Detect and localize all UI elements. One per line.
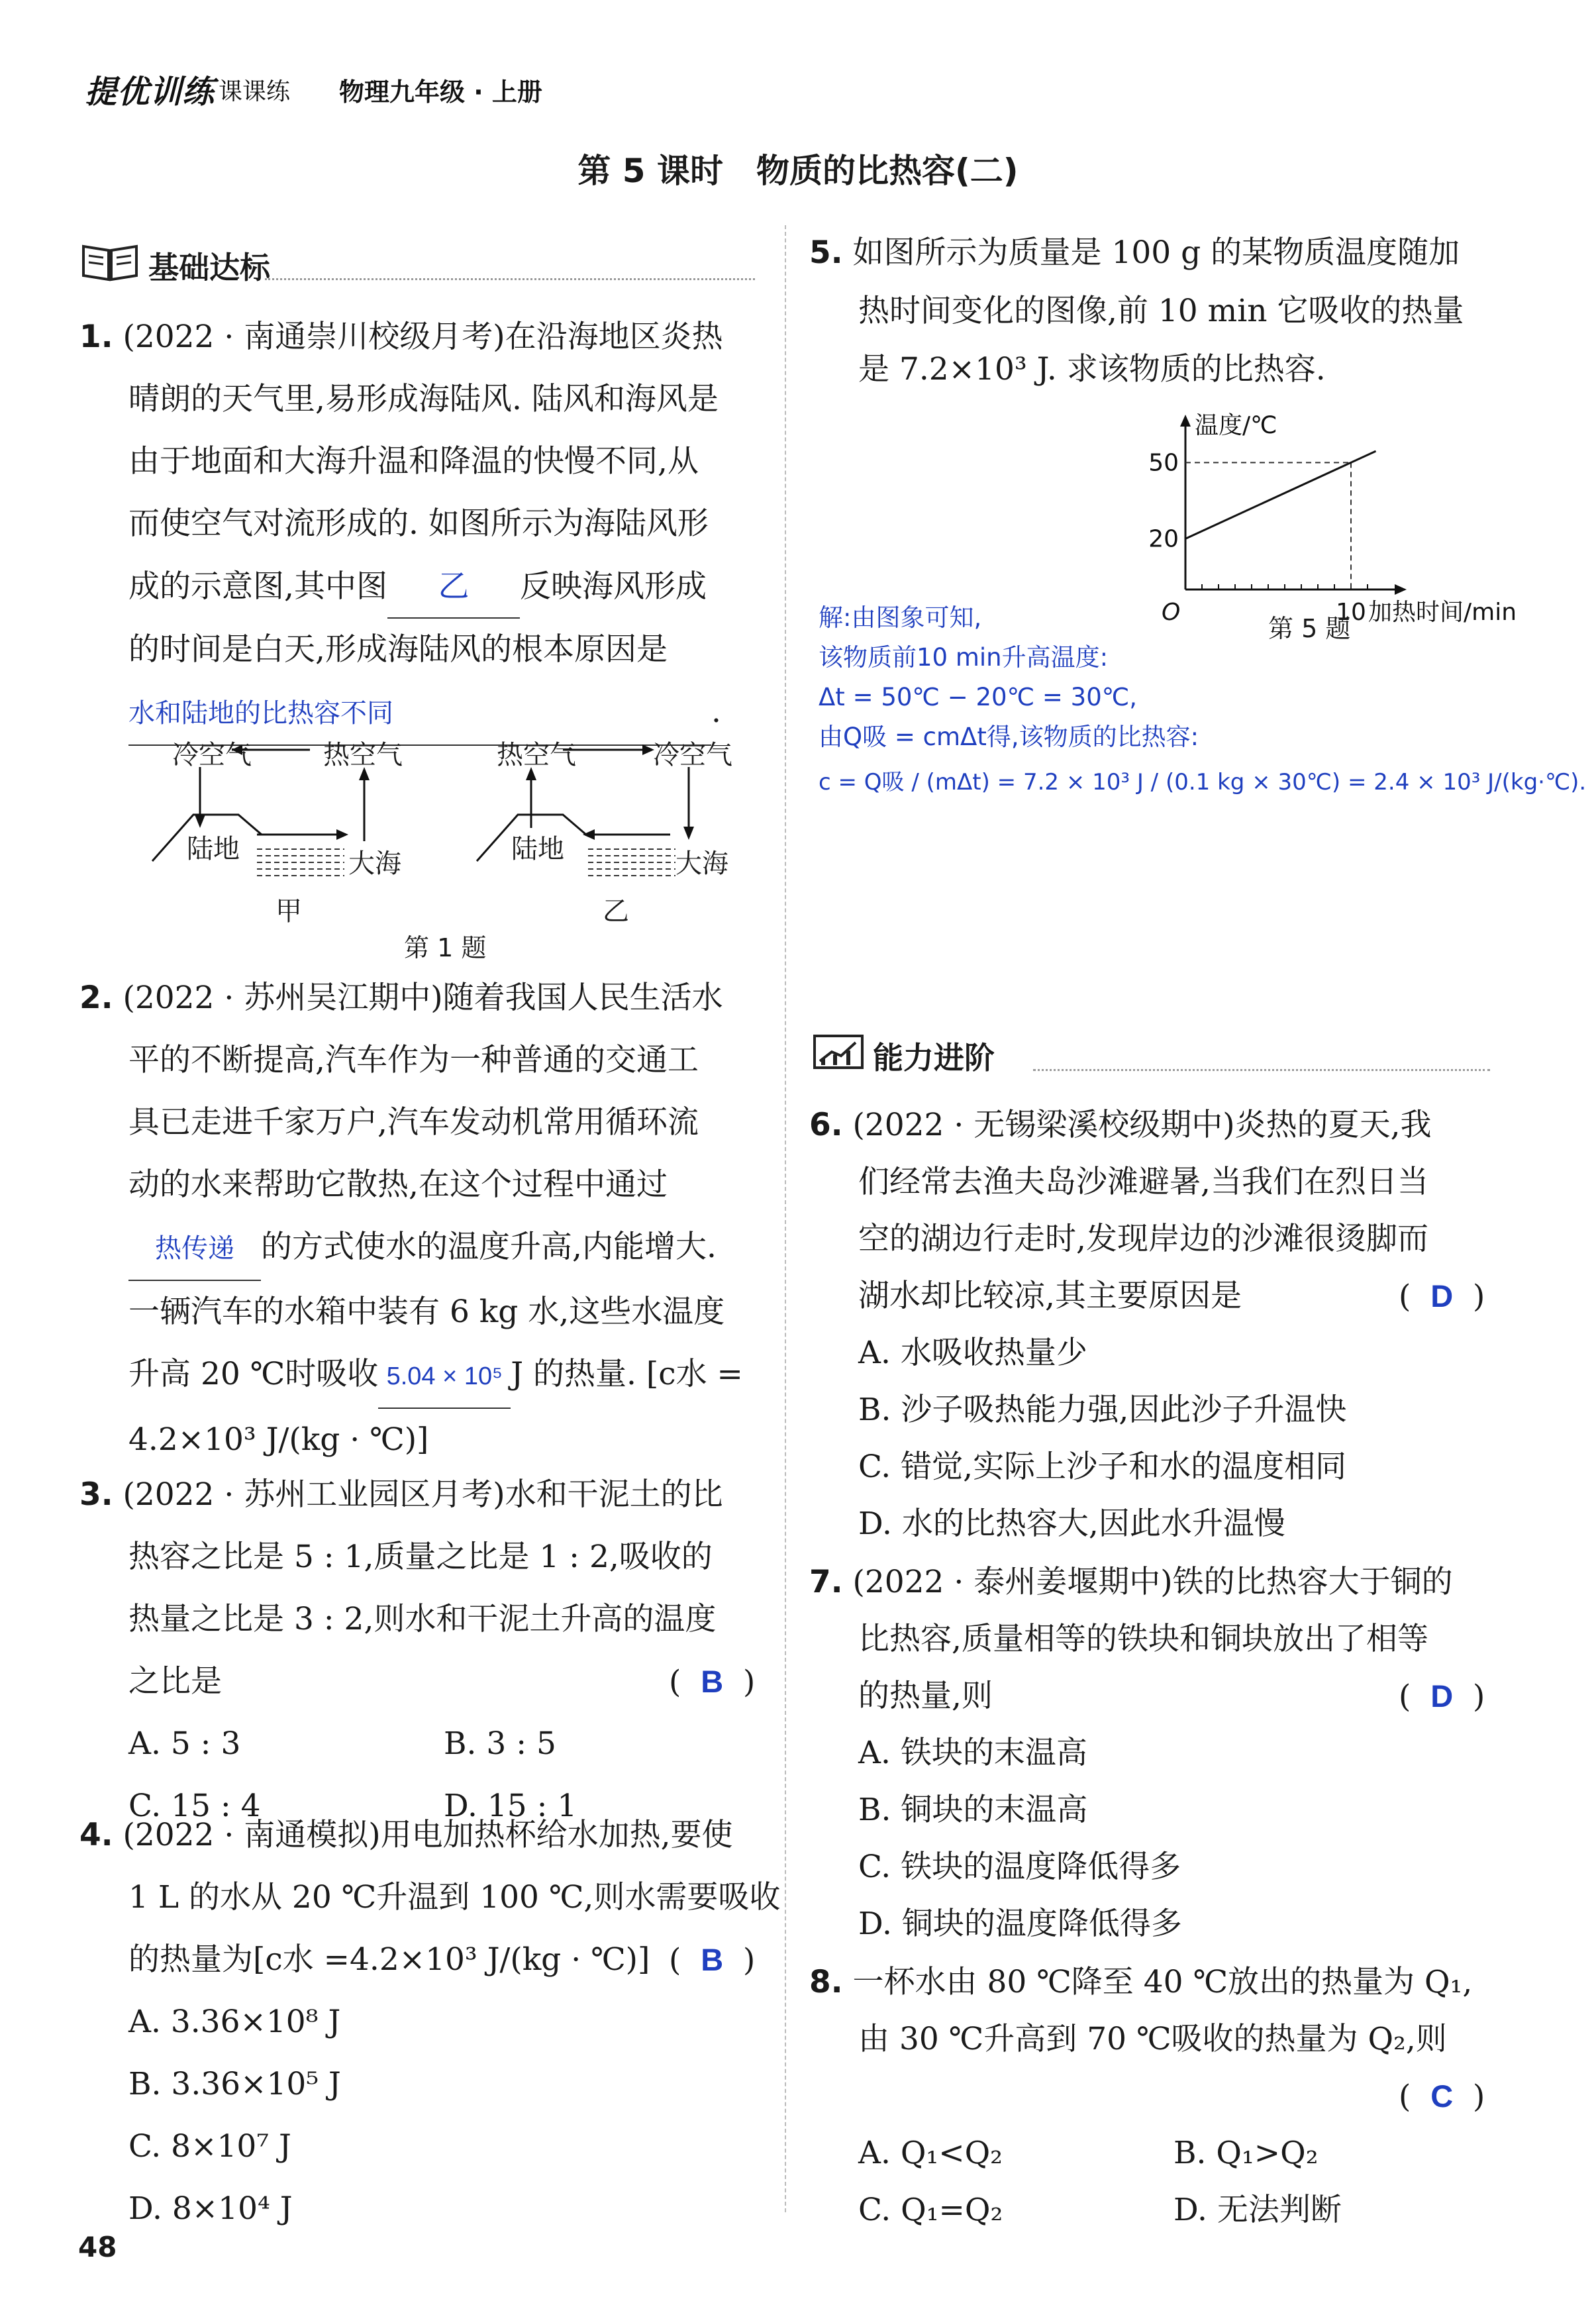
book-title: 物理九年级 · 上册	[339, 77, 542, 107]
label-sea: 大海	[675, 848, 728, 879]
question-4	[79, 1804, 781, 2240]
question-text: 的时间是白天,形成海陆风的根本原因是	[128, 631, 668, 668]
x-axis-arrow	[1395, 584, 1407, 595]
option-c[interactable]: C. Q₁=Q₂	[858, 2192, 1003, 2228]
answer-blank[interactable]: 热传递	[128, 1217, 261, 1281]
answer-choice[interactable]: B	[701, 1942, 724, 1977]
question-text: 如图所示为质量是 100 g 的某物质温度随加	[852, 234, 1460, 271]
question-text: (2022 · 无锡梁溪校级期中)炎热的夏天,我	[852, 1107, 1432, 1143]
question-text: 由 30 ℃升高到 70 ℃吸收的热量为 Q₂,则	[858, 2021, 1447, 2057]
question-text: 而使空气对流形成的. 如图所示为海陆风形	[128, 505, 709, 542]
question-6	[809, 1097, 1524, 1553]
sea-land-breeze-figure	[146, 729, 755, 967]
question-text: .	[711, 693, 721, 730]
question-text: 湖水却比较凉,其主要原因是	[858, 1278, 1242, 1314]
question-number: 5.	[809, 234, 843, 271]
option-d[interactable]: D. 8×10⁴ J	[128, 2190, 293, 2227]
label-fig-yi: 乙	[603, 896, 629, 927]
origin-label: O	[1162, 599, 1181, 626]
column-divider	[785, 225, 786, 2212]
question-7	[809, 1554, 1524, 1953]
question-text: (2022 · 苏州工业园区月考)水和干泥土的比	[123, 1476, 723, 1513]
question-text: 动的水来帮助它散热,在这个过程中通过	[128, 1166, 668, 1203]
label-cold-air: 冷空气	[172, 740, 252, 770]
answer-blank[interactable]: 5.04 × 10⁵	[378, 1345, 511, 1409]
question-text: 热量之比是 3 : 2,则水和干泥土升高的温度	[128, 1601, 717, 1637]
answer-paren: ( D )	[1399, 1678, 1485, 1715]
question-text: 比热容,质量相等的铁块和铜块放出了相等	[858, 1621, 1428, 1657]
question-5	[809, 224, 1524, 399]
answer-paren: ( D )	[1399, 1278, 1485, 1315]
question-text: 们经常去渔夫岛沙滩避暑,当我们在烈日当	[858, 1164, 1428, 1200]
question-text: 成的示意图,其中图	[128, 568, 387, 605]
option-a[interactable]: A. 铁块的末温高	[858, 1735, 1087, 1771]
option-b[interactable]: B. 铜块的末温高	[858, 1792, 1088, 1828]
solution-line: c = Q吸 / (mΔt) = 7.2 × 10³ J / (0.1 kg × 30℃) = 2.4 × 10³ J/(kg·℃).	[819, 769, 1587, 795]
solution-line: Δt = 50℃ − 20℃ = 30℃,	[819, 683, 1138, 711]
option-d[interactable]: D. 水的比热容大,因此水升温慢	[858, 1506, 1285, 1542]
lesson-title: 第 5 课时 物质的比热容(二)	[577, 152, 1019, 190]
question-text: (2022 · 南通崇川校级月考)在沿海地区炎热	[123, 319, 723, 355]
solution-line: 解:由图象可知,	[819, 603, 982, 632]
answer-choice[interactable]: D	[1430, 1278, 1454, 1313]
section-basic	[79, 240, 270, 291]
option-b[interactable]: B. 沙子吸热能力强,因此沙子升温快	[858, 1392, 1347, 1428]
label-fig-jia: 甲	[275, 896, 302, 927]
question-text: 反映海风形成	[519, 568, 707, 605]
question-text: J 的热量. [c水 =	[511, 1356, 743, 1392]
question-3	[79, 1464, 775, 1837]
answer-choice[interactable]: B	[701, 1664, 724, 1699]
question-text: 的热量,则	[858, 1678, 993, 1714]
answer-choice[interactable]: D	[1430, 1678, 1454, 1714]
y-tick-label: 50	[1148, 449, 1179, 477]
question-text: 升高 20 ℃时吸收	[128, 1356, 379, 1392]
question-2	[79, 967, 775, 1471]
solution-line: 由Q吸 = cmΔt得,该物质的比热容:	[819, 723, 1199, 751]
option-b[interactable]: B. 3 : 5	[444, 1725, 556, 1762]
option-d[interactable]: D. 铜块的温度降低得多	[858, 1906, 1182, 1942]
brand-logo: 提优训练	[85, 74, 215, 111]
question-text: 热容之比是 5 : 1,质量之比是 1 : 2,吸收的	[128, 1539, 713, 1575]
option-a[interactable]: A. 水吸收热量少	[858, 1335, 1087, 1371]
option-a[interactable]: A. 5 : 3	[128, 1725, 241, 1762]
option-c[interactable]: C. 8×10⁷ J	[128, 2128, 291, 2165]
option-c[interactable]: C. 铁块的温度降低得多	[858, 1849, 1181, 1885]
question-text: 热时间变化的图像,前 10 min 它吸收的热量	[858, 293, 1464, 329]
figure-caption: 第 5 题	[1268, 614, 1351, 643]
book-icon	[79, 240, 140, 291]
option-c[interactable]: C. 15 : 4	[128, 1788, 261, 1824]
question-text: 平的不断提高,汽车作为一种普通的交通工	[128, 1042, 699, 1078]
answer-blank[interactable]: 水和陆地的比热容不同	[128, 682, 711, 746]
question-number: 3.	[79, 1476, 113, 1513]
figure-caption: 第 1 题	[404, 933, 487, 962]
option-a[interactable]: A. Q₁<Q₂	[858, 2135, 1003, 2171]
question-text: 的热量为[c水 =4.2×10³ J/(kg · ℃)]	[128, 1941, 650, 1978]
question-8	[809, 1954, 1524, 2239]
option-b[interactable]: B. Q₁>Q₂	[1173, 2135, 1319, 2171]
label-sea: 大海	[348, 848, 401, 879]
x-tick-label: 10	[1336, 599, 1366, 626]
question-number: 1.	[79, 319, 113, 355]
question-text: 空的湖边行走时,发现岸边的沙滩很烫脚而	[858, 1221, 1428, 1257]
question-number: 7.	[809, 1564, 843, 1600]
x-axis-label: 加热时间/min	[1368, 599, 1517, 626]
question-text: 一辆汽车的水箱中装有 6 kg 水,这些水温度	[128, 1294, 725, 1330]
question-1	[79, 306, 775, 746]
question-number: 4.	[79, 1817, 113, 1853]
series-line	[1185, 451, 1376, 538]
option-a[interactable]: A. 3.36×10⁸ J	[128, 2004, 341, 2040]
question-text: (2022 · 泰州姜堰期中)铁的比热容大于铜的	[852, 1564, 1453, 1600]
answer-paren: ( C )	[1399, 2078, 1485, 2115]
section-advanced	[812, 1032, 995, 1079]
label-hot-air: 热空气	[497, 740, 576, 770]
question-number: 2.	[79, 980, 113, 1016]
question-number: 6.	[809, 1107, 843, 1143]
label-cold-air: 冷空气	[653, 740, 732, 770]
question-text: 4.2×10³ J/(kg · ℃)]	[128, 1421, 429, 1458]
question-text: 具已走进千家万户,汽车发动机常用循环流	[128, 1104, 699, 1141]
answer-paren: ( B )	[669, 1664, 756, 1700]
page-number: 48	[78, 2231, 117, 2263]
question-text: 之比是	[128, 1663, 222, 1700]
option-d[interactable]: D. 无法判断	[1173, 2192, 1342, 2228]
label-hot-air: 热空气	[323, 740, 403, 770]
question-text: 由于地面和大海升温和降温的快慢不同,从	[128, 443, 699, 480]
answer-blank[interactable]: 乙	[387, 555, 520, 619]
answer-paren: ( B )	[669, 1942, 756, 1978]
label-land: 陆地	[511, 834, 564, 864]
question-text: 1 L 的水从 20 ℃升温到 100 ℃,则水需要吸收	[128, 1879, 781, 1916]
label-land: 陆地	[187, 834, 240, 864]
section-advanced-rule	[1033, 1069, 1490, 1071]
solution-5	[819, 599, 1587, 801]
option-c[interactable]: C. 错觉,实际上沙子和水的温度相同	[858, 1449, 1347, 1485]
section-advanced-title: 能力进阶	[873, 1039, 995, 1076]
question-text: (2022 · 南通模拟)用电加热杯给水加热,要使	[123, 1817, 733, 1853]
question-number: 8.	[809, 1964, 843, 2000]
question-text: 的方式使水的温度升高,内能增大.	[261, 1229, 717, 1265]
section-basic-title: 基础达标	[148, 249, 270, 285]
question-text: (2022 · 苏州吴江期中)随着我国人民生活水	[123, 980, 723, 1016]
y-tick-label: 20	[1148, 525, 1179, 553]
option-d[interactable]: D. 15 : 1	[444, 1788, 577, 1824]
y-axis-label: 温度/℃	[1195, 412, 1277, 439]
option-b[interactable]: B. 3.36×10⁵ J	[128, 2066, 341, 2102]
answer-choice[interactable]: C	[1430, 2078, 1454, 2114]
solution-line: 该物质前10 min升高温度:	[819, 643, 1109, 672]
brand-subtitle: 课课练	[219, 78, 291, 105]
question-text: 是 7.2×10³ J. 求该物质的比热容.	[858, 351, 1326, 387]
question-text: 一杯水由 80 ℃降至 40 ℃放出的热量为 Q₁,	[852, 1964, 1473, 2000]
question-text: 晴朗的天气里,易形成海陆风. 陆风和海风是	[128, 381, 719, 417]
section-basic-rule	[265, 278, 755, 280]
chart-icon	[812, 1032, 865, 1079]
y-axis-arrow	[1180, 415, 1191, 427]
